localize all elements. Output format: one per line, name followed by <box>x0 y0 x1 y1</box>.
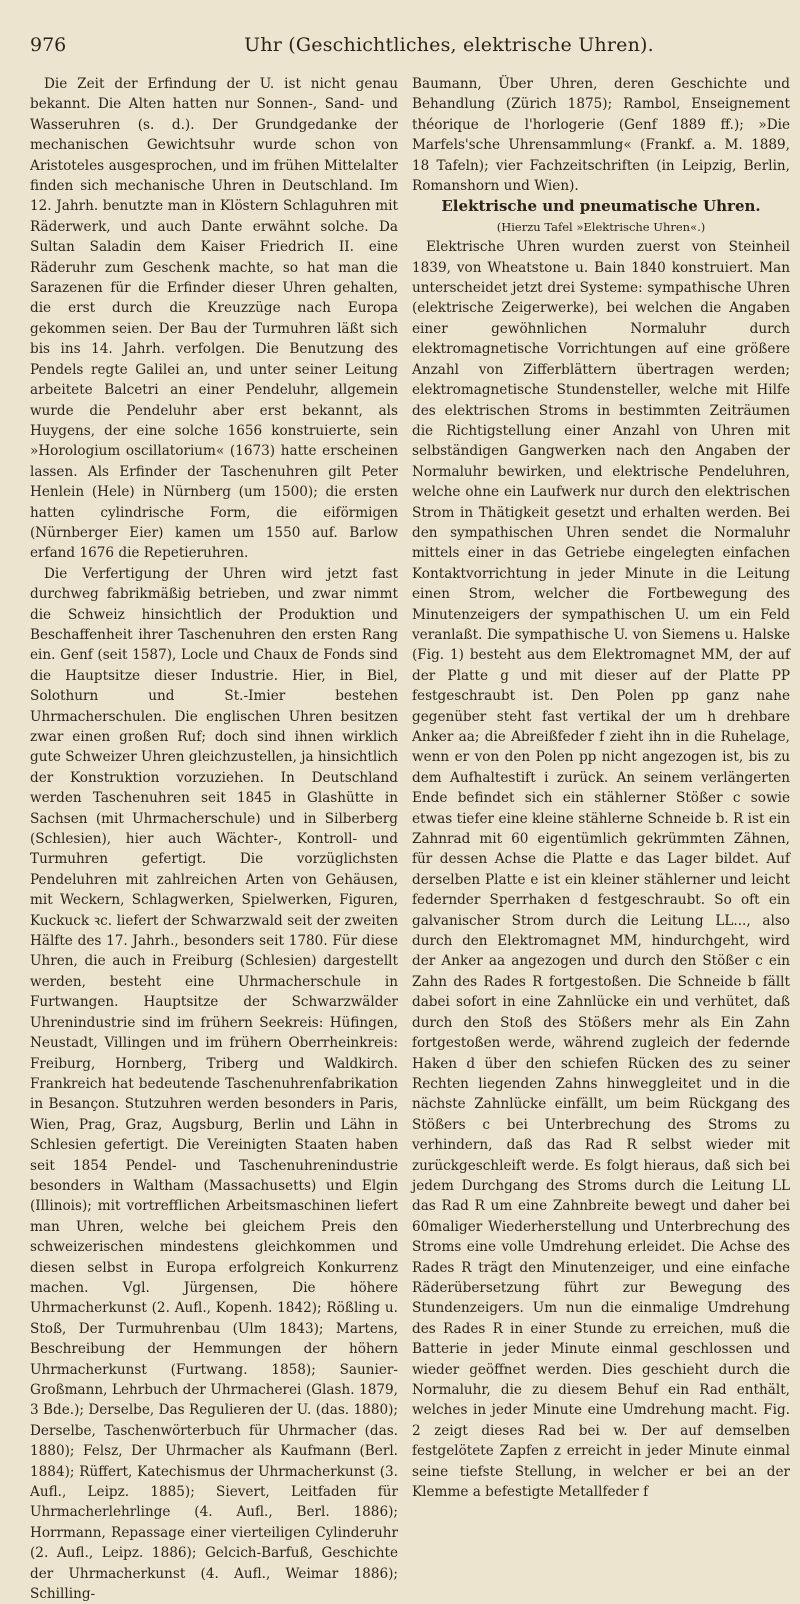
page-number: 976 <box>30 34 67 56</box>
page-header <box>30 34 788 62</box>
paragraph-bibliography-continued: Baumann, Über Uhren, deren Geschichte und Behandlung (Zürich 1875); Rambol, Enseignement théorique de l'horlogerie (Genf 1889 ff.); »Die Marfels'sche Uhrensammlung« (Frankf. a. M. 1889, 18 Tafeln); vier Fachzeitschriften (in Leipzig, Berlin, Romanshorn und Wien). <box>412 76 790 195</box>
paragraph-manufacture: Die Verfertigung der Uhren wird jetzt fast durchweg fabrikmäßig betrieben, und zwar nimmt die Schweiz hinsichtlich der Produktion und Beschaffenheit ihrer Taschenuhren den ersten Rang ein. Genf (seit 1587), Locle und Chaux de Fonds sind die Hauptsitze dieser Industrie. Hier, in Biel, Solothurn und St.-Imier bestehen Uhrmacherschulen. Die englischen Uhren besitzen zwar einen großen Ruf; doch sind ihnen wirklich gute Schweizer Uhren gleichzustellen, ja hinsichtlich der Konstruktion vorzuziehen. In Deutschland werden Taschenuhren seit 1845 in Glashütte in Sachsen (mit Uhrmacherschule) und in Silberberg (Schlesien), hier auch Wächter-, Kontroll- und Turmuhren gefertigt. Die vorzüglichsten Pendeluhren mit zahlreichen Arten von Gehäusen, mit Weckern, Schlagwerken, Spielwerken, Figuren, Kuckuck ꝛc. liefert der Schwarzwald seit der zweiten Hälfte des 17. Jahrh., besonders seit 1780. Für diese Uhren, die auch in Freiburg (Schlesien) dargestellt werden, besteht eine Uhrmacherschule in Furtwangen. Hauptsitze der Schwarzwälder Uhrenindustrie sind im frühern Seekreis: Hüfingen, Neustadt, Villingen und im frühern Oberrheinkreis: Freiburg, Hornberg, Triberg und Waldkirch. Frankreich hat bedeutende Taschenuhrenfabrikation in Besançon. Stutzuhren werden besonders in Paris, Wien, Prag, Graz, Augsburg, Berlin und Lähn in Schlesien gefertigt. Die Vereinigten Staaten haben seit 1854 Pendel- und Taschenuhrenindustrie besonders in Waltham (Massachusetts) und Elgin (Illinois); mit vortrefflichen Arbeitsmaschinen liefert man Uhren, welche bei gleichem Preis den schweizerischen mindestens gleichkommen und diesen selbst in Europa erfolgreich Konkurrenz machen. Vgl. Jürgensen, Die höhere Uhrmacherkunst (2. Aufl., Kopenh. 1842); Rößling u. Stoß, Der Turmuhrenbau (Ulm 1843); Martens, Beschreibung der Hemmungen der höhern Uhrmacherkunst (Furtwang. 1858); Saunier-Großmann, Lehrbuch der Uhrmacherei (Glash. 1879, 3 Bde.); Derselbe, Das Regulieren der U. (das. 1880); Derselbe, Taschenwörterbuch für Uhrmacher (das. 1880); Felsz, Der Uhrmacher als Kaufmann (Berl. 1884); Rüffert, Katechismus der Uhrmacherkunst (3. Aufl., Leipz. 1885); Sievert, Leitfaden für Uhrmacherlehrlinge (4. Aufl., Berl. 1886); Horrmann, Repassage einer vierteiligen Cylinderuhr (2. Aufl., Leipz. 1886); Gelcich-Barfuß, Geschichte der Uhrmacherkunst (4. Aufl., Weimar 1886); Schilling- <box>30 565 398 1603</box>
paragraph-history: Die Zeit der Erfindung der U. ist nicht genau bekannt. Die Alten hatten nur Sonnen-, Sand- und Wasseruhren (s. d.). Der Grundgedanke der mechanischen Gewichtsuhr wurde schon von Aristoteles ausgesprochen, und im frühen Mittelalter finden sich mechanische Uhren in Deutschland. Im 12. Jahrh. benutzte man in Klöstern Schlaguhren mit Räderwerk, und auch Dante erwähnt solche. Da Sultan Saladin dem Kaiser Friedrich II. eine Räderuhr zum Geschenk machte, so hat man die Sarazenen für die Erfinder dieser Uhren gehalten, die erst durch die Kreuzzüge nach Europa gekommen seien. Der Bau der Turmuhren läßt sich bis ins 14. Jahrh. verfolgen. Die Benutzung des Pendels regte Galilei an, und unter seiner Leitung arbeitete Balcetri an einer Pendeluhr, allgemein wurde die Pendeluhr aber erst bekannt, als Huygens, der eine solche 1656 konstruierte, sein »Horologium oscillatorium« (1673) hatte erscheinen lassen. Als Erfinder der Taschenuhren gilt Peter Henlein (Hele) in Nürnberg (um 1500); die ersten hatten cylindrische Form, die eiförmigen (Nürnberger Eier) kamen um 1550 auf. Barlow erfand 1676 die Repetieruhren. <box>30 76 398 562</box>
left-column <box>30 74 398 1603</box>
section-heading: Elektrische und pneumatische Uhren. <box>441 197 761 216</box>
running-title: Uhr (Geschichtliches, elektrische Uhren). <box>244 34 654 56</box>
paragraph-electric-clocks: Elektrische Uhren wurden zuerst von Steinheil 1839, von Wheatstone u. Bain 1840 konstruiert. Man unterscheidet jetzt drei Systeme: sympathische Uhren (elektrische Zeigerwerke), bei welchen die Angaben einer gewöhnlichen Normaluhr durch elektromagnetische Vorrichtungen auf eine größere Anzahl von Zifferblättern übertragen werden; elektromagnetische Stundensteller, welche mit Hilfe des elektrischen Stroms in bestimmten Zeiträumen die Richtigstellung einer Anzahl von Uhren mit selbständigen Gangwerken nach den Angaben der Normaluhr bewirken, und elektrische Pendeluhren, welche ohne ein Laufwerk nur durch den elektrischen Strom in Thätigkeit gesetzt und erhalten werden. Bei den sympathischen Uhren sendet die Normaluhr mittels einer in das Getriebe eingelegten einfachen Kontaktvorrichtung in jeder Minute in die Leitung einen Strom, welcher die Fortbewegung des Minutenzeigers der sympathischen U. um ein Feld veranlaßt. Die sympathische U. von Siemens u. Halske (Fig. 1) besteht aus dem Elektromagnet MM, der auf der Platte g und mit dieser auf der Platte PP festgeschraubt ist. Den Polen pp ganz nahe gegenüber steht fast vertikal der um h drehbare Anker aa; die Abreißfeder f zieht ihn in die Ruhelage, wenn er von den Polen pp nicht angezogen ist, bis zu dem Aufhaltestift i zurück. An seinem verlängerten Ende befindet sich ein stählerner Stößer c sowie etwas tiefer eine kleine stählerne Schneide b. R ist ein Zahnrad mit 60 eigentümlich gekrümmten Zähnen, für dessen Achse die Platte e das Lager bildet. Auf derselben Platte e ist ein kleiner stählerner und leicht federnder Sperrhaken d festgeschraubt. So oft ein galvanischer Strom durch die Leitung LL..., also durch den Elektromagnet MM, hindurchgeht, wird der Anker aa angezogen und durch den Stößer c ein Zahn des Rades R fortgestoßen. Die Schneide b fällt dabei sofort in eine Zahnlücke ein und verhütet, daß durch den Stoß des Stößers mehr als Ein Zahn fortgestoßen werde, während zugleich der federnde Haken d über den schiefen Rücken des zu seiner Rechten liegenden Zahns hinweggleitet und in die nächste Zahnlücke einfällt, um beim Rückgang des Stößers c bei Unterbrechung des Stroms zu verhindern, daß das Rad R selbst wieder mit zurückgeschleift werde. Es folgt hieraus, daß sich bei jedem Durchgang des Stroms durch die Leitung LL das Rad R um eine Zahnbreite bewegt und daher bei 60maliger Wiederherstellung und Unterbrechung des Stroms eine volle Umdrehung erleidet. Die Achse des Rades R trägt den Minutenzeiger, und eine einfache Räderübersetzung führt zur Bewegung des Stundenzeigers. Um nun die einmalige Umdrehung des Rades R in einer Stunde zu erreichen, muß die Batterie in jeder Minute einmal geschlossen und wieder geöffnet werden. Dies geschieht durch die Normaluhr, die zu diesem Behuf ein Rad enthält, welches in jeder Minute eine Umdrehung macht. Fig. 2 zeigt dieses Rad bei w. Der auf demselben festgelötete Zapfen z erreicht in jeder Minute einmal seine tiefste Stellung, in welcher er bei an der Klemme a befestigte Metallfeder f <box>412 239 790 1501</box>
section-note: (Hierzu Tafel »Elektrische Uhren«.) <box>496 219 706 234</box>
right-column <box>412 74 790 1501</box>
